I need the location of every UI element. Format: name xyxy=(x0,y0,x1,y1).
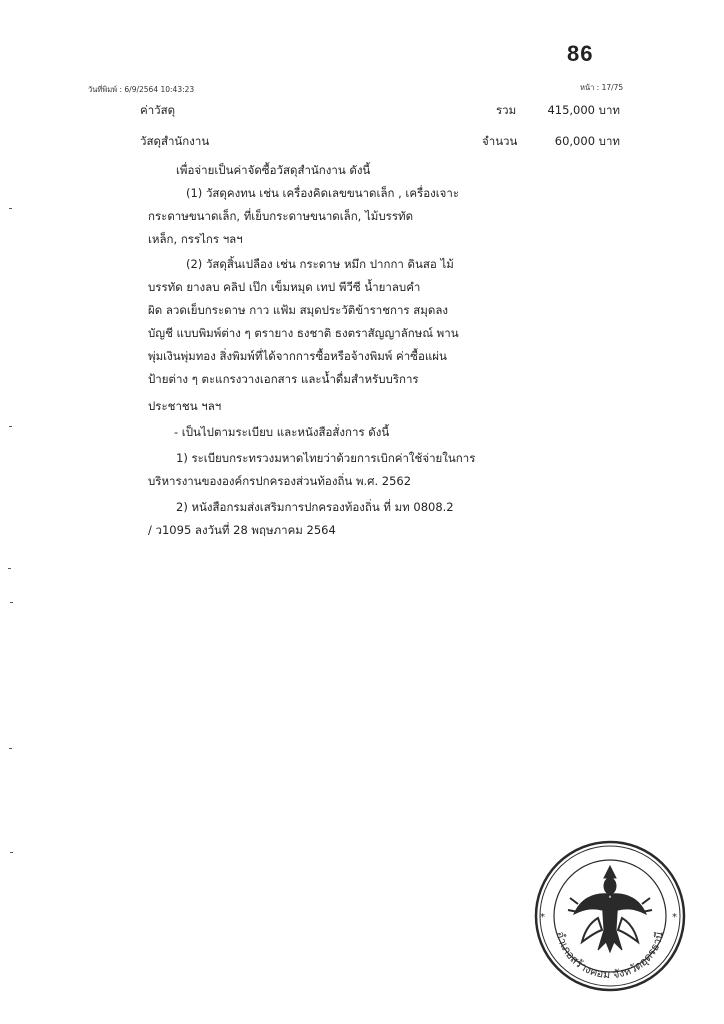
page-count: หน้า : 17/75 xyxy=(580,83,624,92)
body-line-7: ผิด ลวดเย็บกระดาษ กาว แฟ้ม สมุดประวัติข้าราชการ สมุดลง xyxy=(148,303,448,317)
body-line-4: เหล็ก, กรรไกร ฯลฯ xyxy=(148,232,243,246)
scan-speck xyxy=(9,208,12,209)
summary-label: ค่าวัสดุ xyxy=(140,103,176,117)
item-amount-label: จำนวน xyxy=(482,134,518,148)
item-amount-value: 60,000 บาท xyxy=(554,134,620,148)
print-date: วันที่พิมพ์ : 6/9/2564 10:43:23 xyxy=(88,85,195,94)
body-line-6: บรรทัด ยางลบ คลิป เป๊ก เข็มหมุด เทป พีวีซี น้ำยาลบคำ xyxy=(148,280,421,294)
body-line-15: 2) หนังสือกรมส่งเสริมการปกครองท้องถิ่น ที่ มท 0808.2 xyxy=(176,500,454,514)
seal-text: อำเภอสร้างคอม จังหวัดอุดรธานี xyxy=(553,929,667,982)
body-line-5: (2) วัสดุสิ้นเปลือง เช่น กระดาษ หมึก ปากกา ดินสอ ไม้ xyxy=(186,257,454,271)
body-line-8: บัญชี แบบพิมพ์ต่าง ๆ ตรายาง ธงชาติ ธงตราสัญญาลักษณ์ พาน xyxy=(148,326,459,340)
scan-speck xyxy=(9,426,12,427)
scan-speck xyxy=(10,602,13,603)
svg-text:*: * xyxy=(672,912,677,923)
body-line-3: กระดาษขนาดเล็ก, ที่เย็บกระดาษขนาดเล็ก, ไม้บรรทัด xyxy=(148,209,414,223)
body-line-16: / ว1095 ลงวันที่ 28 พฤษภาคม 2564 xyxy=(148,523,336,537)
body-line-11: ประชาชน ฯลฯ xyxy=(148,399,222,413)
svg-text:*: * xyxy=(540,912,545,923)
body-line-9: พุ่มเงินพุ่มทอง สิ่งพิมพ์ที่ได้จากการซื้อหรือจ้างพิมพ์ ค่าซื้อแผ่น xyxy=(148,349,447,363)
scan-speck xyxy=(9,748,12,749)
body-line-1: เพื่อจ่ายเป็นค่าจัดซื้อวัสดุสำนักงาน ดังนี้ xyxy=(176,163,371,177)
body-line-2: (1) วัสดุคงทน เช่น เครื่องคิดเลขขนาดเล็ก , เครื่องเจาะ xyxy=(186,186,460,200)
body-line-12: - เป็นไปตามระเบียบ และหนังสือสั่งการ ดังนี้ xyxy=(174,425,390,439)
garuda-emblem-icon xyxy=(568,866,652,952)
scan-speck xyxy=(10,852,13,853)
scan-speck xyxy=(8,568,11,569)
summary-total-label: รวม xyxy=(496,103,517,117)
body-line-14: บริหารงานขององค์กรปกครองส่วนท้องถิ่น พ.ศ. 2562 xyxy=(148,474,412,488)
body-line-13: 1) ระเบียบกระทรวงมหาดไทยว่าด้วยการเบิกค่าใช้จ่ายในการ xyxy=(176,451,476,465)
item-label: วัสดุสำนักงาน xyxy=(140,134,210,148)
page-number: 86 xyxy=(567,41,594,66)
body-line-10: ป้ายต่าง ๆ ตะแกรงวางเอกสาร และน้ำดื่มสำหรับบริการ xyxy=(148,372,419,386)
official-seal xyxy=(530,838,690,994)
summary-total-value: 415,000 บาท xyxy=(547,103,620,117)
